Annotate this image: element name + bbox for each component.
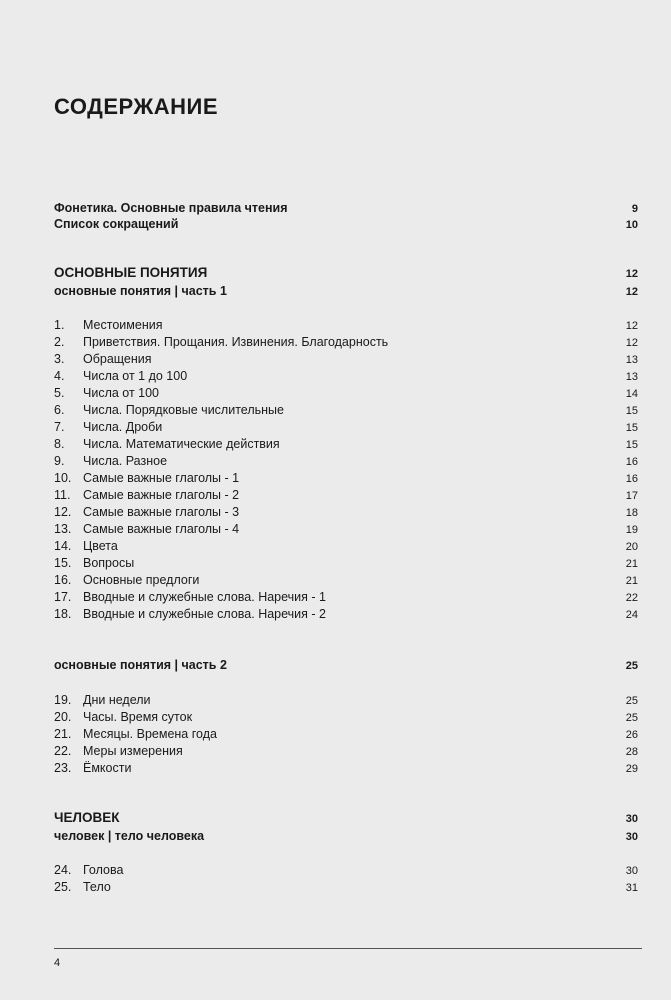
toc-entry-number: 20. (54, 710, 72, 724)
toc-entry[interactable] (54, 572, 638, 589)
toc-entry[interactable] (54, 436, 638, 453)
toc-entry-number: 9. (54, 454, 65, 468)
toc-entry[interactable] (54, 862, 638, 879)
toc-entry[interactable] (54, 538, 638, 555)
section-heading-page: 30 (625, 813, 638, 825)
subsection-heading-text: основные понятия | часть 2 (54, 658, 227, 672)
toc-entry-page: 21 (625, 558, 638, 570)
page-number: 4 (54, 957, 61, 969)
toc-entry-page: 28 (625, 746, 638, 758)
toc-entry-abbreviations[interactable] (54, 216, 638, 233)
toc-entry-text: Вопросы (83, 556, 135, 570)
toc-entry-page: 16 (625, 473, 638, 485)
section-heading-text: ЧЕЛОВЕК (54, 810, 120, 825)
toc-entry-page: 16 (625, 456, 638, 468)
toc-entry[interactable] (54, 743, 638, 760)
toc-entry[interactable] (54, 692, 638, 709)
toc-entry-text: Обращения (83, 352, 152, 366)
toc-entry-number: 11. (54, 488, 71, 502)
toc-entry[interactable] (54, 589, 638, 606)
toc-entry-number: 17. (54, 590, 72, 604)
footer-divider (54, 948, 642, 949)
toc-entry-page: 26 (625, 729, 638, 741)
subsection-heading-text: человек | тело человека (54, 829, 205, 843)
section-heading-text: ОСНОВНЫЕ ПОНЯТИЯ (54, 265, 208, 280)
toc-entry-page: 31 (625, 882, 638, 894)
toc-entry-number: 19. (54, 693, 72, 707)
toc-entry[interactable] (54, 726, 638, 743)
toc-entry-text: Числа. Дроби (83, 420, 163, 434)
toc-entry[interactable] (54, 419, 638, 436)
toc-entry[interactable] (54, 470, 638, 487)
page-title: СОДЕРЖАНИЕ (54, 94, 219, 119)
toc-entry-number: 4. (54, 369, 65, 383)
toc-entry-page: 25 (625, 695, 638, 707)
toc-entry[interactable] (54, 317, 638, 334)
toc-entry[interactable] (54, 555, 638, 572)
toc-entry-number: 13. (54, 522, 72, 536)
toc-entry-page: 30 (625, 865, 638, 877)
toc-entry-page: 12 (625, 320, 638, 332)
toc-entry-page: 25 (625, 712, 638, 724)
toc-entry-text: Числа. Математические действия (83, 437, 280, 451)
toc-entry[interactable] (54, 487, 638, 504)
toc-entry-text: Самые важные глаголы - 3 (83, 505, 240, 519)
toc-entry-phonetics[interactable] (54, 200, 638, 217)
toc-entry-number: 6. (54, 403, 65, 417)
toc-entry[interactable] (54, 606, 638, 623)
toc-entry-page: 13 (625, 371, 638, 383)
subsection-heading-text: основные понятия | часть 1 (54, 284, 227, 298)
toc-entry-text: Ёмкости (83, 761, 132, 775)
toc-entry-page: 18 (625, 507, 638, 519)
toc-entry-number: 23. (54, 761, 72, 775)
toc-entry-number: 10. (54, 471, 72, 485)
toc-entry-number: 16. (54, 573, 72, 587)
section-heading-page: 12 (625, 268, 638, 280)
toc-entry-number: 15. (54, 556, 72, 570)
toc-entry-number: 24. (54, 863, 72, 877)
toc-entry-number: 7. (54, 420, 65, 434)
toc-entry-number: 5. (54, 386, 65, 400)
toc-entry-page: 29 (625, 763, 638, 775)
toc-entry-text: Местоимения (83, 318, 163, 332)
toc-entry-page: 24 (625, 609, 638, 621)
toc-entry[interactable] (54, 760, 638, 777)
toc-entry-text: Цвета (83, 539, 118, 553)
toc-entry-text: Числа от 100 (83, 386, 160, 400)
toc-entry-page: 20 (625, 541, 638, 553)
toc-entry-text: Фонетика. Основные правила чтения (54, 201, 288, 215)
toc-entry[interactable] (54, 402, 638, 419)
toc-entry-page: 14 (625, 388, 638, 400)
toc-entry[interactable] (54, 521, 638, 538)
toc-entry-number: 14. (54, 539, 72, 553)
toc-entry-text: Меры измерения (83, 744, 183, 758)
toc-entry-text: Числа. Разное (83, 454, 168, 468)
toc-entry-text: Числа от 1 до 100 (83, 369, 188, 383)
toc-entry[interactable] (54, 351, 638, 368)
toc-entry-text: Самые важные глаголы - 1 (83, 471, 240, 485)
toc-entry[interactable] (54, 385, 638, 402)
subsection-heading-part1[interactable] (54, 283, 638, 300)
toc-entry-number: 25. (54, 880, 72, 894)
toc-entry-page: 9 (631, 203, 638, 215)
toc-entry-number: 18. (54, 607, 72, 621)
toc-entry-text: Самые важные глаголы - 2 (83, 488, 240, 502)
toc-entry-page: 17 (625, 490, 638, 502)
toc-entry-text: Вводные и служебные слова. Наречия - 1 (83, 590, 326, 604)
toc-entry[interactable] (54, 453, 638, 470)
toc-entry-number: 1. (54, 318, 65, 332)
toc-entry-number: 8. (54, 437, 65, 451)
toc-entry-text: Список сокращений (54, 217, 179, 231)
toc-entry-text: Самые важные глаголы - 4 (83, 522, 240, 536)
toc-entry-text: Дни недели (83, 693, 151, 707)
toc-entry-text: Месяцы. Времена года (83, 727, 217, 741)
subsection-heading-body[interactable] (54, 828, 638, 845)
toc-entry-text: Вводные и служебные слова. Наречия - 2 (83, 607, 326, 621)
toc-entry-number: 12. (54, 505, 72, 519)
toc-entry-page: 10 (625, 219, 638, 231)
subsection-heading-page: 25 (625, 660, 638, 672)
subsection-heading-page: 12 (625, 286, 638, 298)
toc-entry-text: Основные предлоги (83, 573, 200, 587)
toc-entry[interactable] (54, 879, 638, 896)
toc-entry[interactable] (54, 368, 638, 385)
toc-entry[interactable] (54, 504, 638, 521)
section-heading-basic-concepts[interactable] (54, 265, 638, 282)
toc-entry-page: 15 (625, 439, 638, 451)
toc-entry-text: Приветствия. Прощания. Извинения. Благодарность (83, 335, 389, 349)
subsection-heading-part2[interactable] (54, 657, 638, 674)
toc-entry-text: Голова (83, 863, 124, 877)
toc-entry[interactable] (54, 709, 638, 726)
toc-entry-page: 15 (625, 422, 638, 434)
toc-entry-page: 15 (625, 405, 638, 417)
toc-entry-text: Числа. Порядковые числительные (83, 403, 284, 417)
toc-entry-page: 21 (625, 575, 638, 587)
toc-entry-page: 12 (625, 337, 638, 349)
toc-entry-page: 22 (625, 592, 638, 604)
toc-entry-text: Тело (83, 880, 111, 894)
subsection-heading-page: 30 (625, 831, 638, 843)
toc-entry-number: 2. (54, 335, 65, 349)
toc-entry[interactable] (54, 334, 638, 351)
toc-entry-number: 3. (54, 352, 65, 366)
toc-entry-number: 22. (54, 744, 72, 758)
section-heading-person[interactable] (54, 810, 638, 827)
toc-entry-text: Часы. Время суток (83, 710, 193, 724)
toc-entry-page: 19 (625, 524, 638, 536)
toc-entry-number: 21. (54, 727, 72, 741)
toc-entry-page: 13 (625, 354, 638, 366)
